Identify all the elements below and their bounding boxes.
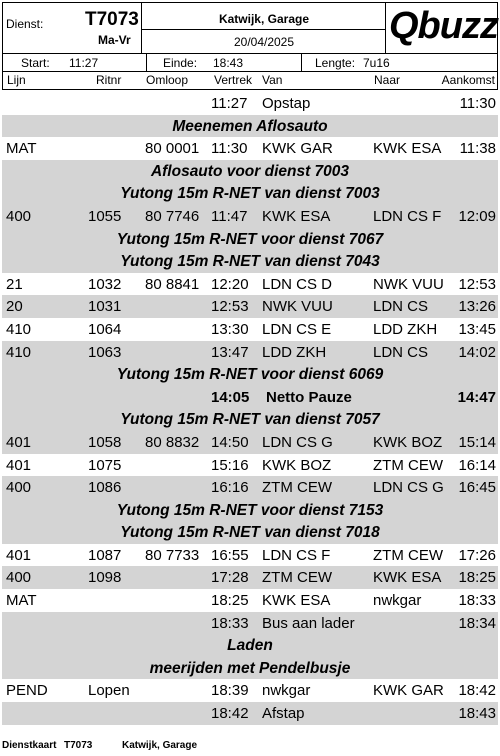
dienst-label: Dienst: xyxy=(6,17,44,31)
cell-aankomst: 13:45 xyxy=(458,320,496,338)
cell-lijn: PEND xyxy=(6,682,48,700)
cell-naar: LDD ZKH xyxy=(373,320,438,338)
lengte-value: 7u16 xyxy=(363,56,390,70)
cell-vertrek: 16:16 xyxy=(211,479,249,497)
cell-vertrek: 12:53 xyxy=(211,298,249,316)
cell-vertrek: 15:16 xyxy=(211,456,249,474)
cell-lijn: 21 xyxy=(6,275,23,293)
cell-aankomst: 18:34 xyxy=(458,614,496,632)
cell-van: KWK GAR xyxy=(262,140,333,158)
cell-ritnr: 1031 xyxy=(88,298,122,316)
cell-vertrek: 17:28 xyxy=(211,569,249,587)
cell-ritnr: 1075 xyxy=(88,456,122,474)
section-title-text: Yutong 15m R-NET van dienst 7057 xyxy=(120,411,380,429)
table-row xyxy=(2,566,498,589)
table-row xyxy=(2,92,498,115)
cell-van: NWK VUU xyxy=(262,298,333,316)
cell-naar: KWK GAR xyxy=(373,682,444,700)
section-title-text: meerijden met Pendelbusje xyxy=(149,659,351,677)
lengte-label: Lengte: xyxy=(315,56,356,70)
cell-lijn: 401 xyxy=(6,546,32,564)
cell-aankomst: 12:53 xyxy=(458,275,496,293)
cell-naar: NWK VUU xyxy=(373,275,444,293)
cell-vertrek: 13:47 xyxy=(211,343,249,361)
cell-ritnr: 1098 xyxy=(88,569,122,587)
cell-naar: LDN CS xyxy=(373,343,429,361)
cell-lijn: 401 xyxy=(6,456,32,474)
cell-ritnr: 1055 xyxy=(88,207,122,225)
cell-naar: nwkgar xyxy=(373,592,422,610)
table-row xyxy=(2,476,498,499)
footer-code: T7073 xyxy=(64,740,93,751)
cell-van: ZTM CEW xyxy=(262,569,332,587)
table-row xyxy=(2,205,498,228)
cell-omloop: 80 8841 xyxy=(145,275,200,293)
section-title-text: Yutong 15m R-NET van dienst 7018 xyxy=(120,524,380,542)
section-title-text: Yutong 15m R-NET van dienst 7043 xyxy=(120,253,380,271)
einde-label: Einde: xyxy=(163,56,198,70)
cell-lijn: 20 xyxy=(6,298,23,316)
col-naar: Naar xyxy=(374,73,401,87)
section-title xyxy=(2,657,498,680)
section-title xyxy=(2,521,498,544)
cell-vertrek: 12:20 xyxy=(211,275,249,293)
column-headers xyxy=(2,72,498,90)
table-row xyxy=(2,137,498,160)
cell-aankomst: 11:38 xyxy=(459,140,496,158)
cell-aankomst: 12:09 xyxy=(458,207,496,225)
cell-aankomst: 18:42 xyxy=(458,682,496,700)
cell-van: Afstap xyxy=(262,705,305,723)
cell-van: KWK BOZ xyxy=(262,456,332,474)
cell-vertrek: 14:05 xyxy=(211,388,250,406)
cell-omloop: 80 0001 xyxy=(145,140,200,158)
cell-vertrek: 11:27 xyxy=(211,95,248,112)
start-label: Start: xyxy=(21,56,50,70)
cell-vertrek: 16:55 xyxy=(211,546,249,564)
section-title xyxy=(2,363,498,386)
cell-aankomst: 18:25 xyxy=(458,569,496,587)
section-title xyxy=(2,408,498,431)
cell-ritnr: 1086 xyxy=(88,479,122,497)
cell-ritnr: Lopen xyxy=(88,682,130,700)
cell-aankomst: 14:47 xyxy=(457,388,496,406)
table-row xyxy=(2,431,498,454)
cell-lijn: 400 xyxy=(6,479,32,497)
cell-aankomst: 16:14 xyxy=(458,456,496,474)
section-title-text: Yutong 15m R-NET voor dienst 6069 xyxy=(116,366,384,384)
cell-vertrek: 18:33 xyxy=(211,614,249,632)
cell-lijn: MAT xyxy=(6,592,37,610)
location-title: Katwijk, Garage xyxy=(218,12,310,26)
cell-vertrek: 18:39 xyxy=(211,682,249,700)
footer-location: Katwijk, Garage xyxy=(122,740,198,751)
einde-time: 18:43 xyxy=(213,56,244,70)
cell-ritnr: 1058 xyxy=(88,433,122,451)
table-row xyxy=(2,341,498,364)
cell-van: LDD ZKH xyxy=(262,343,327,361)
section-title-text: Yutong 15m R-NET voor dienst 7067 xyxy=(116,230,384,248)
cell-van: KWK ESA xyxy=(262,592,331,610)
cell-ritnr: 1064 xyxy=(88,320,122,338)
cell-lijn: 410 xyxy=(6,320,32,338)
cell-van: KWK ESA xyxy=(262,207,331,225)
section-title xyxy=(2,115,498,138)
col-ritnr: Ritnr xyxy=(96,73,122,87)
col-van: Van xyxy=(262,73,283,87)
cell-van: LDN CS D xyxy=(262,275,333,293)
cell-van: Netto Pauze xyxy=(266,388,352,406)
section-title xyxy=(2,160,498,183)
qbuzz-logo: Qbuzz xyxy=(389,5,498,47)
dienst-code: T7073 xyxy=(85,9,139,30)
cell-aankomst: 17:26 xyxy=(458,546,496,564)
date-value: 20/04/2025 xyxy=(233,35,295,49)
cell-aankomst: 13:26 xyxy=(458,298,496,316)
col-omloop: Omloop xyxy=(146,73,189,87)
cell-van: ZTM CEW xyxy=(262,479,332,497)
col-lijn: Lijn xyxy=(7,73,26,87)
cell-aankomst: 11:30 xyxy=(459,95,496,112)
section-title-text: Laden xyxy=(227,637,273,655)
col-aankomst: Aankomst xyxy=(441,73,495,87)
table-row xyxy=(2,295,498,318)
section-title-text: Meenemen Aflosauto xyxy=(172,117,328,135)
cell-omloop: 80 7733 xyxy=(145,546,200,564)
header-box xyxy=(2,2,498,54)
schedule-table xyxy=(2,92,498,725)
cell-vertrek: 11:30 xyxy=(211,140,248,158)
cell-omloop: 80 7746 xyxy=(145,207,200,225)
cell-vertrek: 14:50 xyxy=(211,433,249,451)
cell-aankomst: 18:33 xyxy=(458,592,496,610)
cell-vertrek: 18:42 xyxy=(211,705,249,723)
col-vertrek: Vertrek xyxy=(214,73,253,87)
cell-lijn: 400 xyxy=(6,207,32,225)
cell-naar: ZTM CEW xyxy=(373,546,443,564)
cell-omloop: 80 8832 xyxy=(145,433,200,451)
cell-van: nwkgar xyxy=(262,682,311,700)
section-title xyxy=(2,634,498,657)
cell-lijn: 401 xyxy=(6,433,32,451)
start-time: 11:27 xyxy=(69,56,99,70)
cell-van: LDN CS G xyxy=(262,433,333,451)
table-row xyxy=(2,454,498,477)
section-title xyxy=(2,182,498,205)
table-row xyxy=(2,612,498,635)
cell-naar: ZTM CEW xyxy=(373,456,443,474)
cell-vertrek: 11:47 xyxy=(211,207,248,225)
cell-vertrek: 13:30 xyxy=(211,320,249,338)
table-row xyxy=(2,702,498,725)
cell-van: LDN CS E xyxy=(262,320,332,338)
cell-aankomst: 14:02 xyxy=(458,343,496,361)
cell-lijn: 400 xyxy=(6,569,32,587)
cell-naar: KWK ESA xyxy=(373,569,442,587)
cell-van: LDN CS F xyxy=(262,546,331,564)
cell-naar: LDN CS F xyxy=(373,207,442,225)
cell-lijn: MAT xyxy=(6,140,37,158)
section-title-text: Yutong 15m R-NET van dienst 7003 xyxy=(120,185,380,203)
section-title xyxy=(2,228,498,251)
cell-ritnr: 1032 xyxy=(88,275,122,293)
cell-vertrek: 18:25 xyxy=(211,592,249,610)
cell-naar: LDN CS G xyxy=(373,479,444,497)
section-title-text: Aflosauto voor dienst 7003 xyxy=(150,162,350,180)
cell-ritnr: 1087 xyxy=(88,546,122,564)
cell-aankomst: 16:45 xyxy=(458,479,496,497)
cell-naar: KWK ESA xyxy=(373,140,442,158)
cell-aankomst: 18:43 xyxy=(458,705,496,723)
cell-naar: KWK BOZ xyxy=(373,433,443,451)
dienst-days: Ma-Vr xyxy=(98,33,131,47)
table-row xyxy=(2,544,498,567)
cell-lijn: 410 xyxy=(6,343,32,361)
cell-van: Bus aan lader xyxy=(262,614,355,632)
table-row xyxy=(2,679,498,702)
table-row xyxy=(2,318,498,341)
table-row xyxy=(2,273,498,296)
section-title xyxy=(2,250,498,273)
cell-naar: LDN CS xyxy=(373,298,429,316)
section-title-text: Yutong 15m R-NET voor dienst 7153 xyxy=(116,501,384,519)
time-summary xyxy=(2,54,498,72)
table-row xyxy=(2,386,498,409)
cell-van: Opstap xyxy=(262,95,311,112)
cell-aankomst: 15:14 xyxy=(458,433,496,451)
section-title xyxy=(2,499,498,522)
table-row xyxy=(2,589,498,612)
cell-ritnr: 1063 xyxy=(88,343,122,361)
footer-label: Dienstkaart xyxy=(2,740,57,751)
